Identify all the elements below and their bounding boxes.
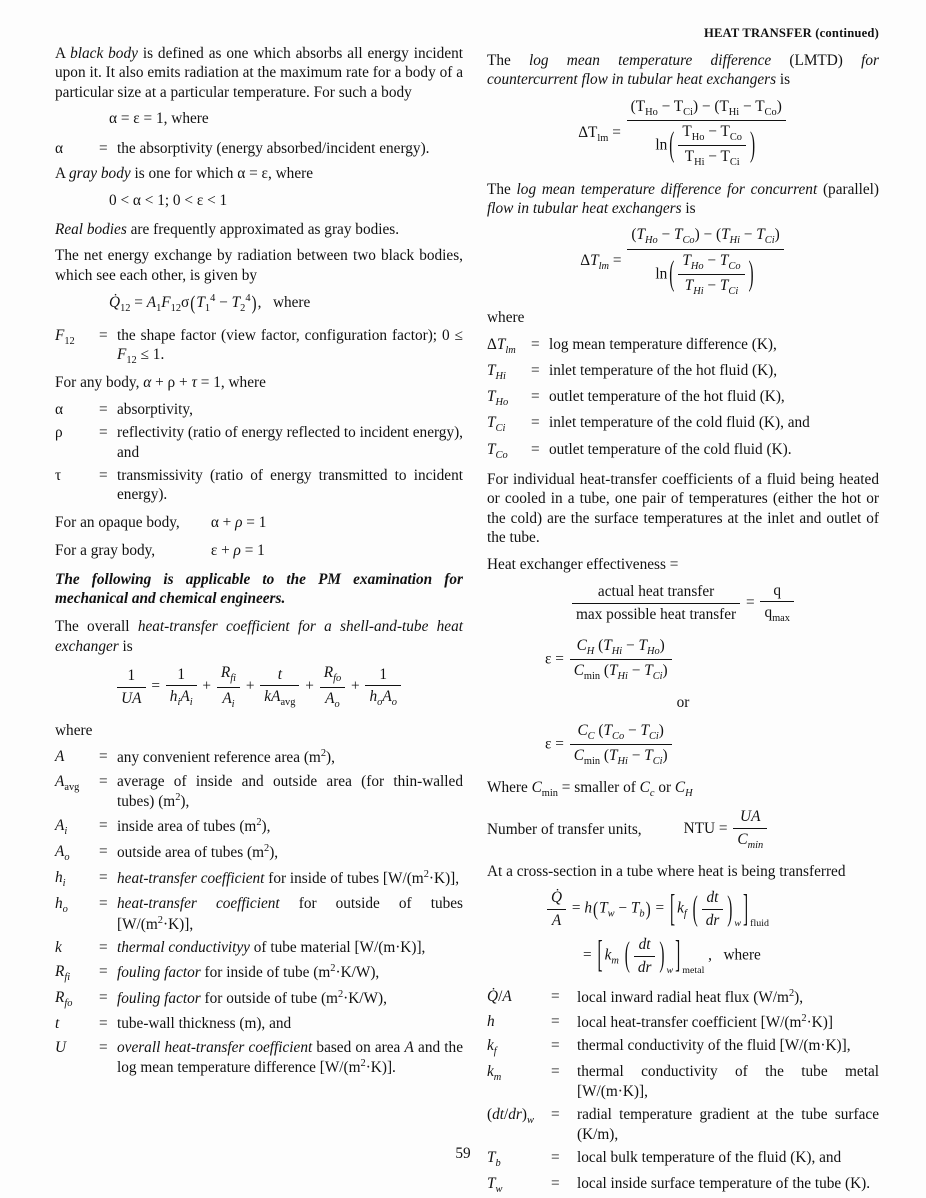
equation-epsilon-cold: ε = $\frac{C_C (T_{Co} - T_{Ci})}{C_{min} (T_{Hi} - T_{Ci})}$ [487,721,879,769]
def-text: thermal conductivityy of tube material [W/(m·K)], [117,939,426,957]
definition-row [487,413,879,435]
equals-sign: = [99,1015,108,1033]
opaque-body-formula: α + ρ = 1 [210,513,267,531]
equals-sign: = [531,414,540,432]
equals-sign: = [99,748,108,766]
definition-list-ua [55,747,463,1077]
paragraph-overall-coefficient: The overall heat-transfer coefficient for a shell-and-tube heat exchanger is [55,618,463,655]
equals-sign: = [99,816,108,834]
def-text: inside area of tubes $(m^2)$, [117,816,271,835]
opaque-body-line [55,513,463,532]
def-term: $k_m$ [487,1063,502,1084]
paragraph-any-body: For any body, α + ρ + τ = 1, where [55,374,266,392]
right-column [487,26,879,1198]
definition-row [487,1105,879,1144]
def-text: outlet temperature of the cold fluid (K). [549,440,792,458]
def-term: $R_{fi}$ [55,962,71,983]
def-text: fouling factor for outside of tube $(m^2\cdot K/W)$, [117,989,387,1008]
definition-row [487,1036,879,1058]
equation-range: 0 < α < 1; 0 < ε < 1 [109,191,228,209]
definition-row [55,1038,463,1078]
left-column [55,44,463,1086]
def-term: $T_b$ [487,1149,501,1170]
def-term: $T_{Hi}$ [487,361,506,382]
paragraph-black-body: A black body is defined as one which absorbs all energy incident upon it. It also emits radiation at the maximum rate for a body of a particular size at a particular temperature. For such a body [55,45,464,101]
def-text: inlet temperature of the hot fluid (K), [549,361,778,379]
equals-sign: = [99,962,108,980]
equation-heat-flux-line2: = [ $k_m$ ( $\frac{dt}{dr}$ ) $_w$ ] $_{metal}$ , where [583,934,761,977]
pm-exam-note: The following is applicable to the PM examination for mechanical and chemical engineers. [55,570,463,608]
def-text: local inward radial heat flux $(W/m^2)$, [577,988,804,1007]
definition-row [55,423,463,462]
definition-row [55,962,463,984]
def-term: $T_w$ [487,1175,503,1196]
def-term: k [55,939,62,957]
def-term: $A_i$ [55,816,68,837]
def-term: $A_o$ [55,842,70,863]
equals-sign: = [99,139,108,157]
gray-body-line [55,541,463,560]
equals-sign: = [531,440,540,458]
equals-sign: = [99,424,108,442]
def-term: Q̇/A [487,988,512,1006]
def-term: α [55,400,64,418]
def-term: $(dt/dr)_w$ [487,1106,534,1127]
paragraph-net-energy: The net energy exchange by radiation between two black bodies, which see each other, is given by [55,247,463,284]
definition-row [487,1174,879,1196]
definition-row [55,938,463,957]
equals-sign: = [99,842,108,860]
equals-sign: = [99,895,108,913]
equals-sign: = [531,388,540,406]
def-term: A [55,748,65,766]
def-term: $R_{fo}$ [55,989,73,1010]
def-text: outlet temperature of the hot fluid (K), [549,388,785,406]
page-number: 59 [455,1145,471,1162]
def-term: $T_{Co}$ [487,440,508,461]
where-label: where [487,309,525,327]
definition-row [55,1014,463,1033]
or-label: or [676,694,690,712]
def-text: overall heat-transfer coefficient based on area A and the log mean temperature difference $[W/(m^2\cdot K)]$. [117,1038,463,1077]
def-text: log mean temperature difference (K), [549,335,777,353]
equation-heat-flux-line1: $\frac{Q̇}{A}$ = $h(T_w - T_b)$ = [ $k_f$ ( $\frac{dt}{dr}$ ) $_w$ ] $_{fluid}$ [487,888,879,930]
equation-lmtd-countercurrent: $\Delta T_{lm}$ = $(T_{Ho} - T_{Ci}) - (T_{Hi} - T_{Co})$ ln ( $\frac{T_{Ho} - T_{Co}}{T_{Hi} - T_{Ci}}$ ) [487,97,879,170]
equals-sign: = [99,939,108,957]
equals-sign: = [99,1038,108,1056]
def-text: heat-transfer coefficient for inside of tubes $[W/(m^2\cdot K)]$, [117,869,460,888]
equals-sign: = [99,989,108,1007]
definition-row [487,335,879,357]
def-text: reflectivity (ratio of energy reflected to incident energy), and [117,424,464,461]
def-term: $A_{avg}$ [55,772,80,793]
definition-row [487,387,879,409]
def-text: any convenient reference area $(m^2)$, [117,748,335,767]
definition-row [55,816,463,838]
def-text: average of inside and outside area (for thin-walled tubes) $(m^2)$, [117,772,463,811]
def-term: τ [55,466,62,484]
paragraph-cross-section: At a cross-section in a tube where heat is being transferred [487,862,846,880]
page-header: HEAT TRANSFER (continued) [703,26,879,40]
cmin-note: Where $C_{min}$ = smaller of $C_c$ or $C_H$ [487,779,693,800]
def-term: h [487,1012,495,1030]
equation-effectiveness: $\frac{\text{actual heat transfer}}{\text{max possible heat transfer}}$ = $\frac{q}{q_{max}}$ [487,581,879,626]
equals-sign: = [551,1037,560,1055]
equals-sign: = [99,400,108,418]
def-text: tube-wall thickness (m), and [117,1015,292,1033]
def-text: local heat-transfer coefficient $[W/(m^2\cdot K)]$ [577,1012,833,1031]
equals-sign: = [551,1063,560,1081]
def-text: thermal conductivity of the fluid [W/(m·K)], [577,1037,851,1055]
def-text: the shape factor (view factor, configuration factor); $0 \le F_{12} \le 1$. [117,326,463,367]
definition-row [487,1012,879,1033]
effectiveness-label: Heat exchanger effectiveness = [487,555,679,573]
def-term: $F_{12}$ [55,326,75,347]
definition-row [55,868,463,890]
paragraph-individual-coefficients: For individual heat-transfer coefficients of a fluid being heated or cooled in a tube, one pair of temperatures (either the hot or the cold) are the surface temperatures at the inlet and outlet of the tube. [487,470,879,547]
equals-sign: = [551,1106,560,1124]
def-text: inlet temperature of the cold fluid (K), and [549,414,810,432]
definition-row [487,987,879,1008]
paragraph-gray-body: A gray body is one for which α = ε, where [55,165,314,183]
def-text: thermal conductivity of the tube metal [W/(m·K)], [577,1063,879,1100]
def-term: $k_f$ [487,1037,497,1058]
definition-shape-factor [55,326,463,368]
equation-q12: $Q̇_{12} = A_1F_{12}\sigma(T_1^4 - T_2^4)$, where [109,292,311,315]
equation-overall-ua: $\frac{1}{UA}$ = $\frac{1}{h_iA_i}$ + $\frac{R_{fi}}{A_i}$ + $\frac{t}{kA_{avg}}$ + $\frac{R_{fo}}{A_o}$ + $\frac{1}{h_oA_o}$ [55,663,463,711]
equals-sign: = [551,1175,560,1193]
equals-sign: = [551,988,560,1006]
def-text: absorptivity, [117,400,193,418]
definition-list-heat-flux [487,987,879,1196]
def-term: t [55,1015,60,1033]
definition-absorptivity [55,139,463,158]
equals-sign: = [99,466,108,484]
definition-row [55,988,463,1010]
gray-body-label: For a gray body, [55,542,156,560]
definition-row [55,747,463,768]
def-text: outside area of tubes $(m^2)$, [117,842,279,862]
def-term: $h_i$ [55,869,66,890]
def-term: $h_o$ [55,895,68,916]
definition-list-greek [55,400,463,505]
def-text: local inside surface temperature of the tube (K). [577,1175,871,1193]
equation-ntu: NTU = $\frac{UA}{C_{min}}$ [684,807,770,852]
def-text: local bulk temperature of the fluid (K), and [577,1149,842,1167]
opaque-body-label: For an opaque body, [55,513,180,531]
definition-row [55,400,463,419]
def-term: $T_{Ho}$ [487,388,509,409]
def-term: α [55,139,64,157]
equals-sign: = [551,1012,560,1030]
definition-row [487,361,879,383]
def-term: $T_{Ci}$ [487,414,506,435]
def-text: radial temperature gradient at the tube surface (K/m), [577,1106,879,1143]
definition-row [55,772,463,812]
def-term: $\Delta T_{lm}$ [487,335,516,356]
equals-sign: = [531,335,540,353]
equation-lmtd-concurrent: $\Delta T_{lm}$ = $(T_{Ho} - T_{Co}) - (T_{Hi} - T_{Ci})$ ln ( $\frac{T_{Ho} - T_{Co}}{T_{Hi} - T_{Ci}}$ ) [487,225,879,298]
equals-sign: = [531,361,540,379]
ntu-label: Number of transfer units, [487,820,642,838]
definition-row [55,894,463,934]
gray-body-formula: ε + ρ = 1 [210,542,265,560]
equation-alpha-epsilon: α = ε = 1, where [109,110,209,128]
paragraph-lmtd-countercurrent: The log mean temperature difference (LMTD) for countercurrent flow in tubular heat exchangers is [487,51,879,89]
where-label: where [55,721,93,739]
equals-sign: = [551,1149,560,1167]
def-text: transmissivity (ratio of energy transmitted to incident energy). [117,466,463,504]
equals-sign: = [99,772,108,790]
definition-row [55,842,463,864]
def-text: the absorptivity (energy absorbed/incident energy). [117,139,430,157]
equals-sign: = [99,326,108,344]
definition-row [487,440,879,462]
paragraph-real-bodies: Real bodies are frequently approximated as gray bodies. [55,220,400,238]
definition-list-temperatures [487,335,879,462]
def-term: U [55,1038,67,1056]
def-text: heat-transfer coefficient for outside of tubes $[W/(m^2\cdot K)]$, [117,895,463,933]
def-term: ρ [55,424,63,442]
definition-row [55,466,463,505]
equals-sign: = [99,869,108,887]
equation-epsilon-hot: ε = $\frac{C_H (T_{Hi} - T_{Ho})}{C_{min} (T_{Hi} - T_{Ci})}$ [487,636,879,684]
def-text: fouling factor for inside of tube $(m^2\cdot K/W)$, [117,962,380,981]
definition-row [487,1062,879,1101]
paragraph-lmtd-concurrent: The log mean temperature difference for concurrent (parallel) flow in tubular heat exchangers is [487,180,880,217]
ntu-line [487,807,879,852]
